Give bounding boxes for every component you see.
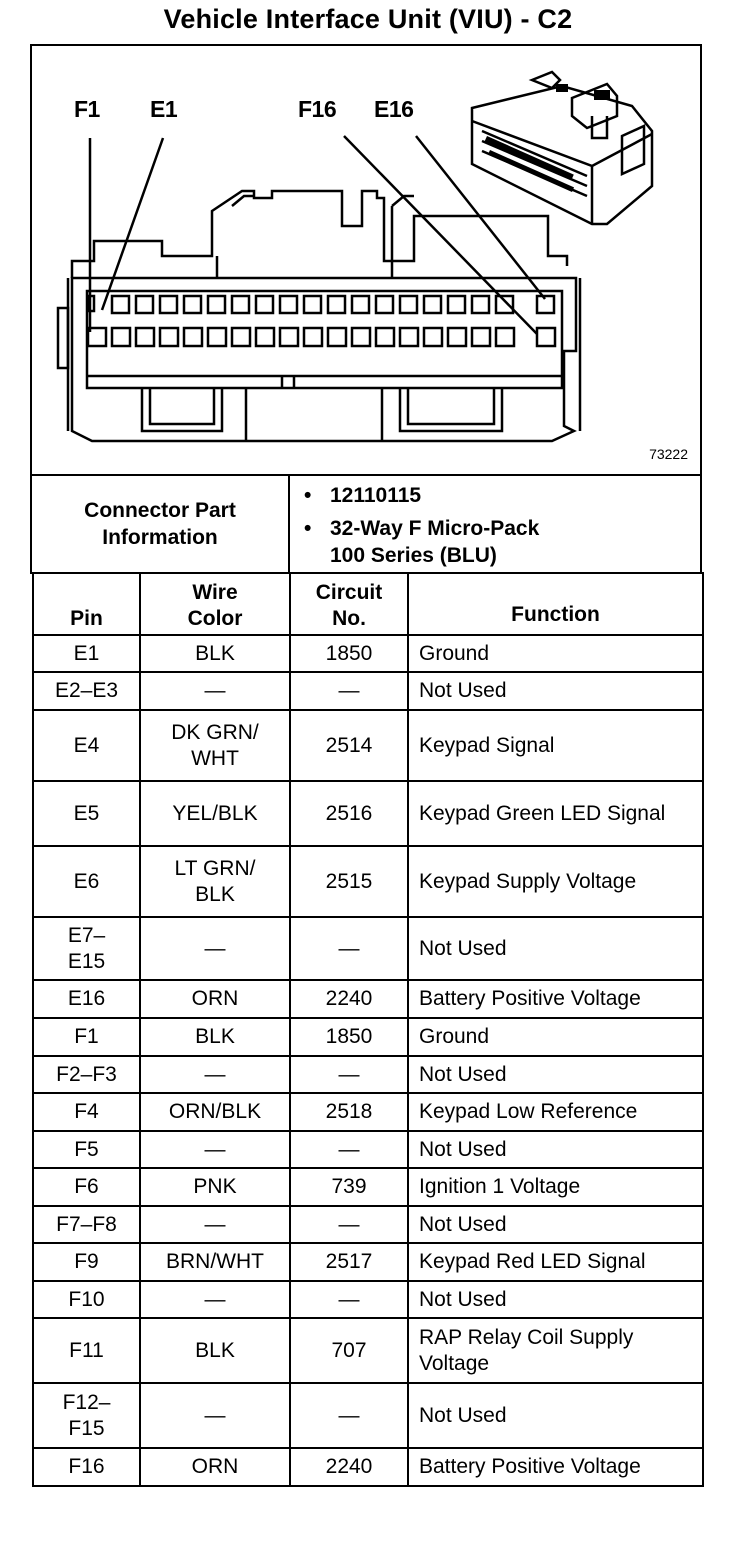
circuit-cell: 2517	[290, 1243, 408, 1281]
function-cell: Not Used	[408, 917, 703, 980]
table-row	[33, 1318, 703, 1383]
circuit-cell: —	[290, 1131, 408, 1168]
wire-color-cell: —	[140, 1131, 290, 1168]
function-cell: Not Used	[408, 1383, 703, 1448]
function-cell: Not Used	[408, 1206, 703, 1243]
circuit-cell: 2514	[290, 710, 408, 781]
function-cell: Battery Positive Voltage	[408, 1448, 703, 1486]
circuit-cell: —	[290, 1206, 408, 1243]
header-wire-line2: Color	[187, 607, 243, 630]
connector-description	[330, 515, 700, 569]
label-f16: F16	[298, 96, 337, 122]
pin-cell: F2–F3	[33, 1056, 140, 1093]
header-pin: Pin	[33, 573, 140, 635]
function-cell: Keypad Green LED Signal	[408, 781, 703, 846]
table-row	[33, 1056, 703, 1093]
header-function: Function	[408, 573, 703, 635]
circuit-cell: —	[290, 672, 408, 710]
connector-info-label	[32, 476, 290, 572]
circuit-cell: 1850	[290, 1018, 408, 1056]
circuit-cell: 1850	[290, 635, 408, 672]
wire-color-cell: —	[140, 672, 290, 710]
wire-color-cell: BLK	[140, 635, 290, 672]
wire-color-cell: YEL/BLK	[140, 781, 290, 846]
function-cell: Keypad Signal	[408, 710, 703, 781]
circuit-cell: —	[290, 1281, 408, 1318]
function-cell: Keypad Low Reference	[408, 1093, 703, 1131]
circuit-cell: 739	[290, 1168, 408, 1206]
wire-color-cell: BLK	[140, 1018, 290, 1056]
table-row	[33, 917, 703, 980]
wire-color-cell: ORN	[140, 980, 290, 1018]
part-number: • 12110115	[330, 482, 700, 509]
pin-cell: E16	[33, 980, 140, 1018]
function-cell: Ground	[408, 1018, 703, 1056]
table-row	[33, 781, 703, 846]
pin-cell: E6	[33, 846, 140, 917]
pinout-rows	[33, 635, 703, 1486]
pin-cell: F9	[33, 1243, 140, 1281]
pin-cell: E2–E3	[33, 672, 140, 710]
pin-cell: F16	[33, 1448, 140, 1486]
table-row	[33, 1168, 703, 1206]
table-row	[33, 1131, 703, 1168]
connector-info-label-line2: Information	[102, 526, 218, 549]
wire-color-cell: —	[140, 1056, 290, 1093]
wire-color-cell: ORN	[140, 1448, 290, 1486]
wire-color-cell: ORN/BLK	[140, 1093, 290, 1131]
table-row	[33, 1448, 703, 1486]
pin-cell: E7– E15	[33, 917, 140, 980]
circuit-cell: —	[290, 1383, 408, 1448]
pin-cell: F11	[33, 1318, 140, 1383]
table-row	[33, 635, 703, 672]
pin-cell: F10	[33, 1281, 140, 1318]
label-f1: F1	[74, 96, 100, 122]
wire-color-cell: LT GRN/ BLK	[140, 846, 290, 917]
label-e1: E1	[150, 96, 178, 122]
wire-color-cell: —	[140, 1206, 290, 1243]
table-row	[33, 1206, 703, 1243]
table-row	[33, 846, 703, 917]
figure-id: 73222	[649, 446, 688, 462]
wire-color-cell: —	[140, 1281, 290, 1318]
function-cell: Not Used	[408, 1281, 703, 1318]
circuit-cell: 2240	[290, 980, 408, 1018]
function-cell: Not Used	[408, 1056, 703, 1093]
connector-face-drawing	[32, 46, 704, 476]
description-line1: • 32-Way F Micro-Pack	[330, 517, 540, 540]
pin-cell: E5	[33, 781, 140, 846]
circuit-cell: —	[290, 1056, 408, 1093]
table-row	[33, 1093, 703, 1131]
pin-cell: F6	[33, 1168, 140, 1206]
pin-cell: F7–F8	[33, 1206, 140, 1243]
wire-color-cell: —	[140, 1383, 290, 1448]
function-cell: Keypad Red LED Signal	[408, 1243, 703, 1281]
circuit-cell: —	[290, 917, 408, 980]
circuit-cell: 2516	[290, 781, 408, 846]
table-row	[33, 1383, 703, 1448]
pinout-table	[32, 572, 704, 1487]
circuit-cell: 2240	[290, 1448, 408, 1486]
header-row	[33, 573, 703, 635]
description-line2: 100 Series (BLU)	[330, 544, 497, 567]
header-circuit-line1: Circuit	[315, 581, 383, 604]
function-cell: Battery Positive Voltage	[408, 980, 703, 1018]
connector-info-values	[290, 476, 700, 572]
wire-color-cell: —	[140, 917, 290, 980]
table-row	[33, 1018, 703, 1056]
table-row	[33, 672, 703, 710]
circuit-cell: 707	[290, 1318, 408, 1383]
wire-color-cell: DK GRN/ WHT	[140, 710, 290, 781]
wire-color-cell: BRN/WHT	[140, 1243, 290, 1281]
header-wire-line1: Wire	[192, 581, 238, 604]
function-cell: Not Used	[408, 1131, 703, 1168]
circuit-cell: 2515	[290, 846, 408, 917]
pin-cell: F1	[33, 1018, 140, 1056]
table-row	[33, 1281, 703, 1318]
function-cell: Not Used	[408, 672, 703, 710]
function-cell: RAP Relay Coil Supply Voltage	[408, 1318, 703, 1383]
function-cell: Keypad Supply Voltage	[408, 846, 703, 917]
page-title: Vehicle Interface Unit (VIU) - C2	[163, 4, 573, 34]
function-cell: Ground	[408, 635, 703, 672]
wire-color-cell: PNK	[140, 1168, 290, 1206]
header-circuit-no	[290, 573, 408, 635]
table-row	[33, 710, 703, 781]
pin-cell: E4	[33, 710, 140, 781]
header-wire-color	[140, 573, 290, 635]
function-cell: Ignition 1 Voltage	[408, 1168, 703, 1206]
label-e16: E16	[374, 96, 414, 122]
header-circuit-line2: No.	[332, 607, 366, 630]
pin-cell: F4	[33, 1093, 140, 1131]
pin-cell: F12– F15	[33, 1383, 140, 1448]
connector-diagram	[30, 44, 702, 474]
pin-cell: E1	[33, 635, 140, 672]
pin-cell: F5	[33, 1131, 140, 1168]
table-row	[33, 980, 703, 1018]
circuit-cell: 2518	[290, 1093, 408, 1131]
wire-color-cell: BLK	[140, 1318, 290, 1383]
connector-info-label-line1: Connector Part	[84, 499, 236, 522]
table-row	[33, 1243, 703, 1281]
connector-part-information	[30, 474, 702, 574]
